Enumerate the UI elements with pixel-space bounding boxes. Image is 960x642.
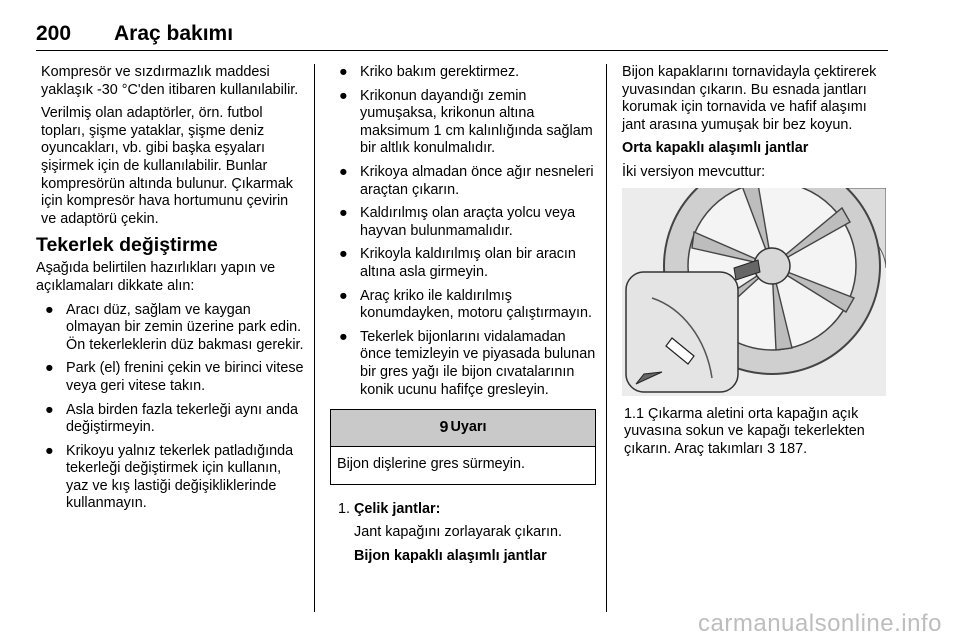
- warning-title: Uyarı: [450, 419, 487, 436]
- list-item: ● Krikoyla kaldırılmış olan bir aracın altına asla girmeyin.: [339, 246, 576, 280]
- bullet-list: [330, 64, 596, 399]
- numbered-item: [330, 501, 596, 566]
- bullet-icon: ●: [45, 442, 54, 459]
- page-header: [36, 22, 888, 51]
- column-3: [622, 64, 887, 464]
- warning-box: [330, 409, 596, 485]
- column-2: [330, 64, 596, 571]
- paragraph: İki versiyon mevcuttur:: [622, 163, 766, 180]
- bullet-icon: ●: [339, 87, 348, 104]
- list-item: ● Kaldırılmış olan araçta yolcu veya hayvan bulunmamalıdır.: [339, 205, 576, 239]
- bullet-icon: ●: [339, 163, 348, 180]
- column-divider: [606, 64, 607, 612]
- wheel-drawing: [622, 188, 886, 396]
- bullet-icon: ●: [339, 328, 348, 345]
- bullet-icon: ●: [339, 246, 348, 263]
- list-item: ● Krikoyu yalnız tekerlek patladığında tekerleği değiştirmek için kullanın, yaz ve kış lastiği değişikliklerinde kullanmayın.: [45, 442, 294, 512]
- bullet-icon: ●: [339, 287, 348, 304]
- list-item: ● Asla birden fazla tekerleği aynı anda değiştirmeyin.: [45, 401, 298, 436]
- wheel-illustration: [622, 188, 886, 396]
- paragraph: Verilmiş olan adaptörler, örn. futbol topları, şişme yataklar, şişme deniz oyuncakları, vb. gibi başka eşyaları şişirmek için de kullanılabilir. Bunlar kompresörün altında bulunur. Çıkarmak için kompresör hava hortumunu çevirin ve adaptörü çekin.: [41, 105, 293, 227]
- page-number: 200: [36, 22, 72, 45]
- item-number: 1.: [338, 500, 351, 517]
- subheading: Bijon kapaklı alaşımlı jantlar: [354, 547, 547, 564]
- bullet-icon: ●: [339, 64, 348, 80]
- subheading: Orta kapaklı alaşımlı jantlar: [622, 140, 809, 157]
- list-item: ● Krikonun dayandığı zemin yumuşaksa, krikonun altına maksimum 1 cm kalınlığında sağlam bir altlık konulmalıdır.: [339, 87, 593, 157]
- list-item: ● Park (el) frenini çekin ve birinci vitese veya geri vitese takın.: [45, 360, 304, 394]
- list-item: ● Tekerlek bijonlarını vidalamadan önce temizleyin ve piyasada bulunan bir gres yağı ile bijon cıvatalarının konik ucunu hafifçe gresleyin.: [339, 328, 596, 398]
- warning-text: Bijon dişlerine gres sürmeyin.: [337, 456, 525, 473]
- column-divider: [314, 64, 315, 612]
- item-title: Çelik jantlar:: [354, 500, 441, 517]
- watermark: carmanualsonline.info: [698, 610, 942, 637]
- figure-caption: 1.1 Çıkarma aletini orta kapağın açık yuvasına sokun ve kapağı tekerlekten çıkarın. Araç takımları 3 187.: [624, 405, 865, 457]
- section-heading: Tekerlek değiştirme: [36, 234, 218, 257]
- paragraph: Kompresör ve sızdırmazlık maddesi yaklaşık -30 °C'den itibaren kullanılabilir.: [41, 64, 299, 98]
- bullet-list: [36, 302, 304, 514]
- item-text: Jant kapağını zorlayarak çıkarın.: [354, 524, 562, 541]
- column-1: [36, 64, 304, 519]
- bullet-icon: ●: [339, 205, 348, 222]
- list-item: ● Kriko bakım gerektirmez.: [339, 64, 520, 80]
- warning-header: [331, 410, 595, 447]
- list-item: ● Krikoya almadan önce ağır nesneleri araçtan çıkarın.: [339, 163, 594, 198]
- bullet-icon: ●: [45, 401, 54, 418]
- warning-icon: 9: [439, 419, 449, 437]
- bullet-icon: ●: [45, 360, 54, 377]
- bullet-icon: ●: [45, 301, 54, 318]
- list-item: ● Aracı düz, sağlam ve kaygan olmayan bir zemin üzerine park edin. Ön tekerleklerin düz bakması gerekir.: [45, 301, 304, 353]
- paragraph: Aşağıda belirtilen hazırlıkları yapın ve açıklamaları dikkate alın:: [36, 260, 276, 294]
- list-item: ● Araç kriko ile kaldırılmış konumdayken, motoru çalıştırmayın.: [339, 287, 592, 322]
- chapter-title: Araç bakımı: [114, 22, 234, 45]
- paragraph: Bijon kapaklarını tornavidayla çektirerek yuvasından çıkarın. Bu esnada jantları korumak için tornavida ve hafif alaşımı jant arasına yumuşak bir bez koyun.: [622, 64, 877, 133]
